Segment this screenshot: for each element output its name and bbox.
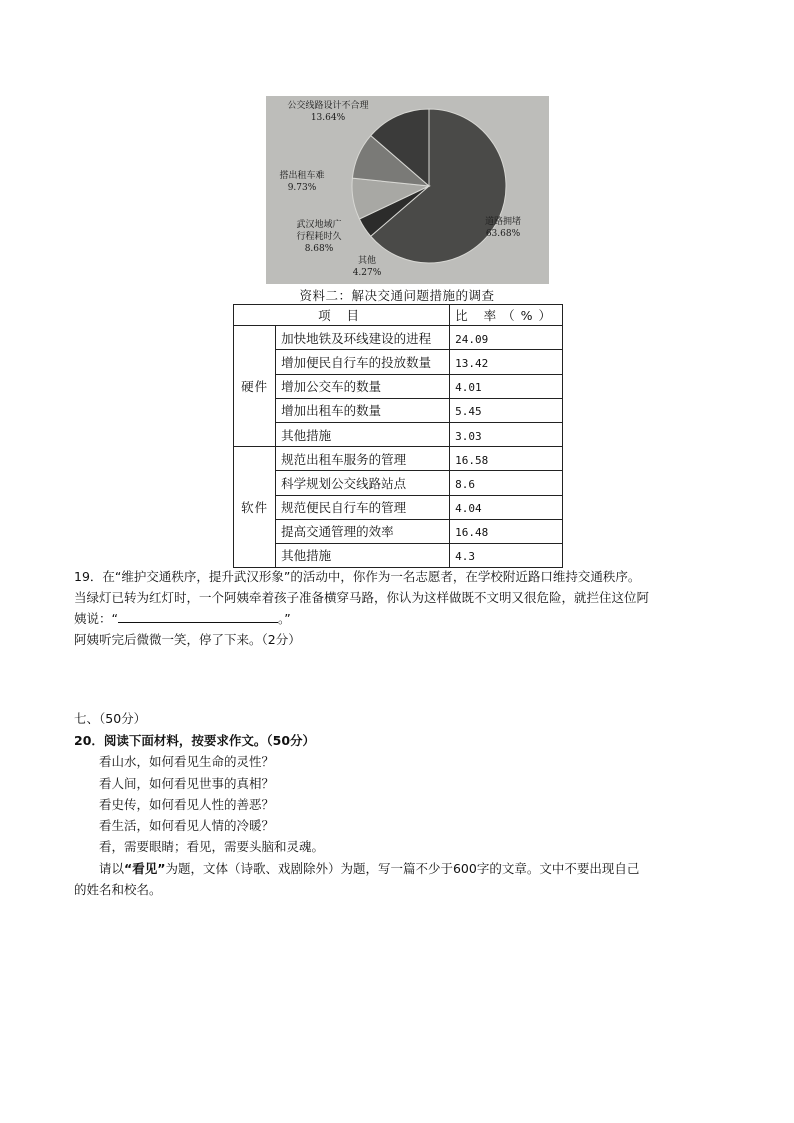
item-cell: 增加出租车的数量	[276, 398, 450, 422]
group-software: 软件	[234, 447, 276, 568]
q20-line: 看，需要眼睛；看见，需要头脑和灵魂。	[99, 839, 325, 855]
rate-cell: 4.3	[450, 543, 563, 567]
instr-rest: 为题，文体（诗歌、戏剧除外）为题，写一篇不少于600字的文章。文中不要出现自己	[165, 860, 640, 876]
value-congestion: 63.68%	[485, 229, 521, 239]
survey-table	[233, 304, 563, 568]
rate-cell: 16.48	[450, 519, 563, 543]
survey-caption: 资料二：解决交通问题措施的调查	[299, 288, 495, 303]
label-bus-route: 公交线路设计不合理	[287, 101, 369, 111]
q19-line4: 阿姨听完后微微一笑，停了下来。（2分）	[74, 632, 301, 647]
header-item: 项 目	[234, 305, 450, 326]
item-cell: 增加便民自行车的投放数量	[276, 350, 450, 374]
pie-chart-photo	[266, 96, 549, 284]
table-row	[234, 519, 563, 543]
table-row	[234, 398, 563, 422]
rate-cell: 24.09	[450, 326, 563, 350]
label-area-line1: 武汉地域广	[296, 220, 342, 230]
rate-cell: 5.45	[450, 398, 563, 422]
table-row	[234, 374, 563, 398]
table-row	[234, 447, 563, 471]
q20-line: 看史传，如何看见人性的善恶？	[99, 796, 275, 812]
item-cell: 规范便民自行车的管理	[276, 495, 450, 519]
q20-line: 看生活，如何看见人情的冷暖？	[99, 818, 275, 834]
rate-cell: 4.04	[450, 495, 563, 519]
item-cell: 科学规划公交线路站点	[276, 471, 450, 495]
label-area-line2: 行程耗时久	[296, 232, 342, 242]
rate-cell: 4.01	[450, 374, 563, 398]
rate-cell: 13.42	[450, 350, 563, 374]
table-row	[234, 471, 563, 495]
value-area: 8.68%	[304, 244, 334, 254]
q19-line1: 19．在“维护交通秩序，提升武汉形象”的活动中，你作为一名志愿者，在学校附近路口维持交通秩序。	[74, 569, 641, 584]
value-taxi: 9.73%	[287, 183, 317, 193]
q19-line3-prefix: 姨说：“	[74, 611, 118, 626]
item-cell: 其他措施	[276, 543, 450, 567]
value-bus-route: 13.64%	[310, 113, 346, 123]
item-cell: 提高交通管理的效率	[276, 519, 450, 543]
table-row	[234, 326, 563, 350]
label-other: 其他	[357, 256, 377, 266]
instr-prefix: 请以	[99, 860, 125, 876]
item-cell: 规范出租车服务的管理	[276, 447, 450, 471]
table-row	[234, 543, 563, 567]
q20-instruction	[74, 858, 734, 879]
table-header-row	[234, 305, 563, 326]
table-row	[234, 495, 563, 519]
item-cell: 其他措施	[276, 422, 450, 446]
instr-topic: “看见”	[124, 860, 166, 876]
q20-line: 看山水，如何看见生命的灵性？	[99, 754, 275, 770]
value-other: 4.27%	[352, 268, 382, 278]
group-hardware: 硬件	[234, 326, 276, 447]
item-cell: 加快地铁及环线建设的进程	[276, 326, 450, 350]
q19-line2: 当绿灯已转为红灯时，一个阿姨牵着孩子准备横穿马路，你认为这样做既不文明又很危险，就拦住这位阿	[74, 590, 650, 605]
answer-blank[interactable]	[118, 610, 278, 623]
item-cell: 增加公交车的数量	[276, 374, 450, 398]
question-19	[74, 566, 724, 650]
q20-instruction-line2: 的姓名和校名。	[74, 882, 162, 898]
label-taxi: 搭出租车难	[279, 171, 325, 181]
section-7-heading: 七、（50分）	[74, 711, 147, 726]
q19-line3-suffix: 。”	[277, 611, 291, 626]
header-rate: 比 率（%）	[450, 305, 563, 326]
pie-chart	[266, 96, 549, 284]
q20-line: 看人间，如何看见世事的真相？	[99, 775, 275, 791]
label-congestion: 道路拥堵	[484, 217, 522, 227]
q20-title: 20．阅读下面材料，按要求作文。（50分）	[74, 733, 316, 748]
table-row	[234, 422, 563, 446]
q19-line3	[74, 608, 724, 629]
table-row	[234, 350, 563, 374]
rate-cell: 3.03	[450, 422, 563, 446]
rate-cell: 8.6	[450, 471, 563, 495]
question-20	[74, 730, 734, 900]
rate-cell: 16.58	[450, 447, 563, 471]
